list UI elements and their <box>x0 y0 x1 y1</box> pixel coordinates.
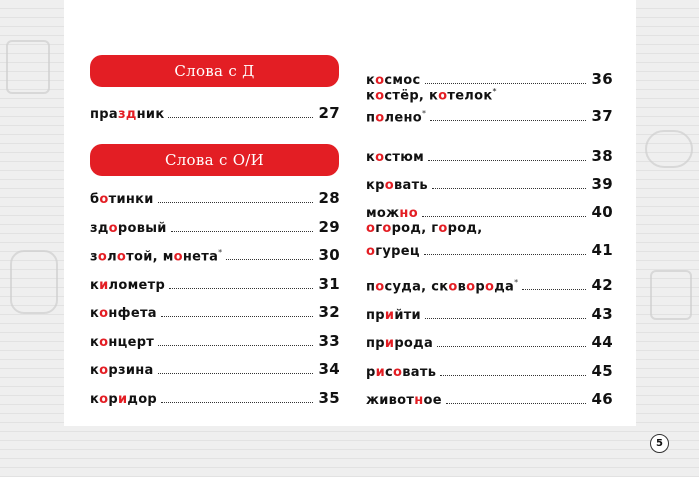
dot-leader <box>158 345 312 346</box>
dot-leader <box>428 160 585 161</box>
dot-leader <box>226 259 312 260</box>
section-heading-d: Слова с Д <box>90 55 339 87</box>
toc-page-number: 39 <box>591 175 613 193</box>
section-heading-o-i: Слова с О/И <box>90 144 339 176</box>
toc-entry-word: здоровый <box>90 221 167 236</box>
toc-entry-right-10[interactable] <box>366 362 613 380</box>
toc-entry-left-2[interactable] <box>90 189 340 207</box>
toc-page-number: 35 <box>318 389 340 407</box>
toc-entry-word: кровать <box>366 178 428 193</box>
toc-entry-word: можно <box>366 206 418 221</box>
toc-entry-left-6[interactable] <box>90 303 340 321</box>
toc-entry-word: прийти <box>366 308 421 323</box>
toc-page-number: 45 <box>591 362 613 380</box>
toc-page-number: 36 <box>591 70 613 88</box>
toc-entry-word: золотой, монета* <box>90 247 223 264</box>
dot-leader <box>169 288 312 289</box>
toc-entry-right-2[interactable] <box>366 107 613 125</box>
toc-page-number: 31 <box>318 275 340 293</box>
toc-page-number: 33 <box>318 332 340 350</box>
toc-entry-word: концерт <box>90 335 155 350</box>
toc-page-number: 38 <box>591 147 613 165</box>
doodle-icon <box>6 40 50 94</box>
toc-entry-line: огород, город, <box>366 221 483 236</box>
toc-entry-word: костюм <box>366 150 425 165</box>
toc-entry-right-3[interactable] <box>366 147 613 165</box>
toc-entry-word: коридор <box>90 392 158 407</box>
toc-entry-left-3[interactable] <box>90 218 340 236</box>
toc-page-number: 28 <box>318 189 340 207</box>
toc-entry-right-5[interactable] <box>366 203 613 221</box>
toc-entry-word: полено* <box>366 108 427 125</box>
toc-page-number: 41 <box>591 241 613 259</box>
toc-page-number: 42 <box>591 276 613 294</box>
toc-entry-word: огурец <box>366 244 420 259</box>
toc-entry-right-6[interactable] <box>366 241 613 259</box>
toc-entry-left-7[interactable] <box>90 332 340 350</box>
toc-entry-left-8[interactable] <box>90 360 340 378</box>
toc-page-number: 43 <box>591 305 613 323</box>
toc-entry-word: космос <box>366 73 421 88</box>
doodle-icon <box>645 130 693 168</box>
toc-entry-right-7[interactable] <box>366 276 613 294</box>
dot-leader <box>440 375 585 376</box>
dot-leader <box>158 373 313 374</box>
dot-leader <box>171 231 313 232</box>
toc-entry-left-5[interactable] <box>90 275 340 293</box>
toc-page-number: 32 <box>318 303 340 321</box>
toc-page <box>64 0 636 426</box>
toc-entry-left-9[interactable] <box>90 389 340 407</box>
toc-entry-word: посуда, сковорода* <box>366 277 519 294</box>
dot-leader <box>432 188 586 189</box>
toc-entry-word: рисовать <box>366 365 437 380</box>
doodle-icon <box>10 250 58 314</box>
toc-entry-word: ботинки <box>90 192 154 207</box>
dot-leader <box>422 216 586 217</box>
toc-entry-right-8[interactable] <box>366 305 613 323</box>
toc-entry-word: праздник <box>90 107 165 122</box>
toc-page-number: 30 <box>318 246 340 264</box>
toc-entry-word: километр <box>90 278 166 293</box>
toc-page-number: 37 <box>591 107 613 125</box>
toc-page-number: 34 <box>318 360 340 378</box>
toc-page-number: 46 <box>591 390 613 408</box>
dot-leader <box>168 117 312 118</box>
toc-page-number: 29 <box>318 218 340 236</box>
toc-entry-left-1[interactable] <box>90 104 340 122</box>
dot-leader <box>522 289 585 290</box>
toc-entry-word: конфета <box>90 306 157 321</box>
toc-entry-right-9[interactable] <box>366 333 613 351</box>
doodle-icon <box>650 270 692 320</box>
dot-leader <box>161 316 313 317</box>
dot-leader <box>158 202 313 203</box>
toc-entry-left-4[interactable] <box>90 246 340 264</box>
toc-entry-right-1[interactable] <box>366 70 613 88</box>
dot-leader <box>430 120 585 121</box>
toc-page-number: 27 <box>318 104 340 122</box>
toc-page-number: 44 <box>591 333 613 351</box>
dot-leader <box>437 346 585 347</box>
dot-leader <box>425 83 586 84</box>
toc-page-number: 40 <box>591 203 613 221</box>
toc-entry-right-4[interactable] <box>366 175 613 193</box>
toc-entry-right-11[interactable] <box>366 390 613 408</box>
toc-entry-word: животное <box>366 393 442 408</box>
dot-leader <box>161 402 312 403</box>
page-number: 5 <box>650 434 669 453</box>
toc-entry-line: костёр, котелок* <box>366 87 497 104</box>
dot-leader <box>446 403 586 404</box>
toc-entry-word: природа <box>366 336 434 351</box>
toc-entry-word: корзина <box>90 363 154 378</box>
dot-leader <box>425 318 586 319</box>
dot-leader <box>424 254 586 255</box>
